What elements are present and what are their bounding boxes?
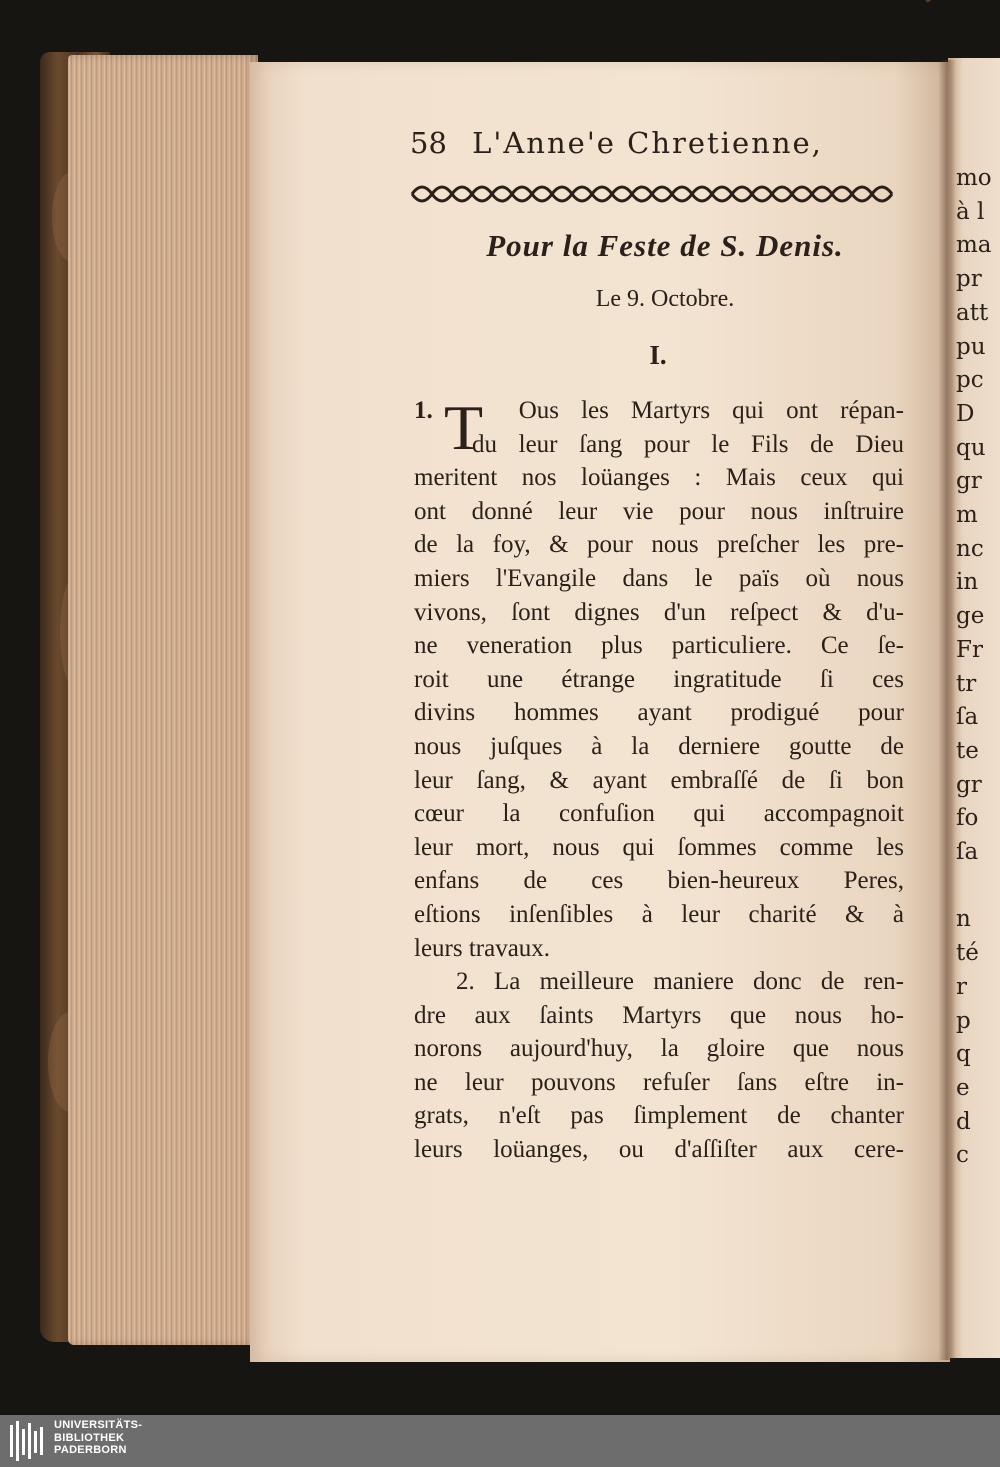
paragraph-1 — [414, 394, 904, 965]
date-line: Le 9. Octobre. — [595, 286, 735, 312]
text-line: ont donné leur vie pour nous inſtruire — [414, 497, 904, 525]
text-line: leurs travaux. — [414, 934, 551, 962]
text-line: vivons, ſont dignes d'un reſpect & d'u- — [414, 598, 904, 626]
facing-page-fragment: r — [956, 973, 967, 1000]
paragraph-2 — [414, 965, 904, 1167]
text-line: leur ſang, & ayant embraſſé de ſi bon — [414, 766, 904, 794]
facing-page-fragment: q — [956, 1041, 971, 1068]
facing-page-fragment: te — [956, 737, 979, 764]
text-line: de la foy, & pour nous preſcher les pre- — [414, 531, 904, 559]
book-title: L'Anne'e Chretienne, — [472, 126, 823, 160]
text-line: nous juſques à la derniere goutte de — [414, 732, 904, 760]
facing-page-fragment: pu — [956, 333, 986, 360]
text-line: meritent nos loüanges : Mais ceux qui — [414, 464, 904, 492]
text-line: norons aujourd'huy, la gloire que nous — [414, 1035, 904, 1063]
text-line: du leur ſang pour le Fils de Dieu — [472, 430, 904, 458]
body-text — [414, 394, 904, 1167]
text-line: eſtions inſenſibles à leur charité & à — [414, 900, 904, 928]
facing-page-fragment: Fr — [956, 636, 983, 663]
running-head — [410, 126, 910, 160]
facing-page-fragment: nc — [956, 535, 984, 562]
footer-bar — [0, 1415, 1000, 1467]
text-line: roit une étrange ingratitude ſi ces — [414, 665, 904, 693]
section-number: I. — [649, 340, 667, 370]
text-line: leur mort, nous qui ſommes comme les — [414, 833, 904, 861]
facing-page-fragment: c — [956, 1142, 969, 1169]
facing-page-fragment: qu — [956, 434, 986, 461]
drop-cap: T — [444, 392, 484, 463]
facing-page-fragment: tr — [956, 670, 977, 697]
facing-page-fragment: ſa — [956, 839, 979, 866]
facing-page-fragment: ma — [956, 232, 992, 259]
text-line: 1. Ous les Martyrs qui ont répan- — [414, 397, 904, 424]
facing-page-fragment: à l — [956, 198, 985, 225]
text-line: 2. La meilleure maniere donc de ren- — [456, 968, 904, 996]
page-number: 58 — [410, 126, 447, 160]
facing-page-fragment: p — [956, 1007, 971, 1034]
facing-page-fragment: ge — [956, 603, 985, 630]
facing-page-fragment: fo — [956, 805, 979, 832]
facing-page-fragment: gr — [956, 468, 982, 495]
facing-page-text — [956, 162, 1000, 1173]
facing-page-fragment: e — [956, 1074, 970, 1101]
paragraph-number: 1. — [414, 397, 433, 424]
facing-page-fragment: mo — [956, 165, 992, 191]
text-line: cœur la confuſion qui accompagnoit — [414, 800, 904, 828]
facing-page-fragment: d — [956, 1108, 971, 1135]
text-line: enfans de ces bien-heureux Peres, — [414, 867, 904, 895]
ornament-border — [408, 180, 904, 208]
text-line: grats, n'eſt pas ſimplement de chanter — [414, 1102, 904, 1130]
facing-page-fragment: té — [956, 940, 979, 967]
library-logo-icon — [8, 1419, 44, 1463]
text-line: ne veneration plus particuliere. Ce ſe- — [414, 632, 904, 660]
facing-page-fragment: ſa — [956, 704, 979, 731]
text-line: ne leur pouvons refuſer ſans eſtre in- — [414, 1068, 904, 1096]
facing-page-fragment: m — [956, 502, 978, 529]
facing-page-fragment: n — [956, 906, 971, 933]
facing-page-fragment: pc — [956, 367, 984, 394]
facing-page-fragment — [956, 870, 1000, 904]
bookmark-ribbon — [905, 0, 1000, 70]
text-line: divins hommes ayant prodigué pour — [414, 699, 904, 727]
facing-page-fragment: att — [956, 299, 989, 326]
facing-page-fragment: in — [956, 569, 979, 596]
facing-page-fragment: gr — [956, 771, 982, 798]
library-name: UNIVERSITÄTS- BIBLIOTHEK PADERBORN — [54, 1419, 143, 1456]
facing-page-fragment: D — [956, 400, 975, 427]
page-block-edge — [68, 55, 258, 1345]
text-line: miers l'Evangile dans le païs où nous — [414, 564, 904, 592]
feast-title: Pour la Feste de S. Denis. — [486, 228, 844, 263]
text-line: leurs loüanges, ou d'aſſiſter aux cere- — [414, 1136, 904, 1164]
text-line: dre aux ſaints Martyrs que nous ho- — [414, 1001, 904, 1029]
facing-page-fragment: pr — [956, 266, 982, 293]
